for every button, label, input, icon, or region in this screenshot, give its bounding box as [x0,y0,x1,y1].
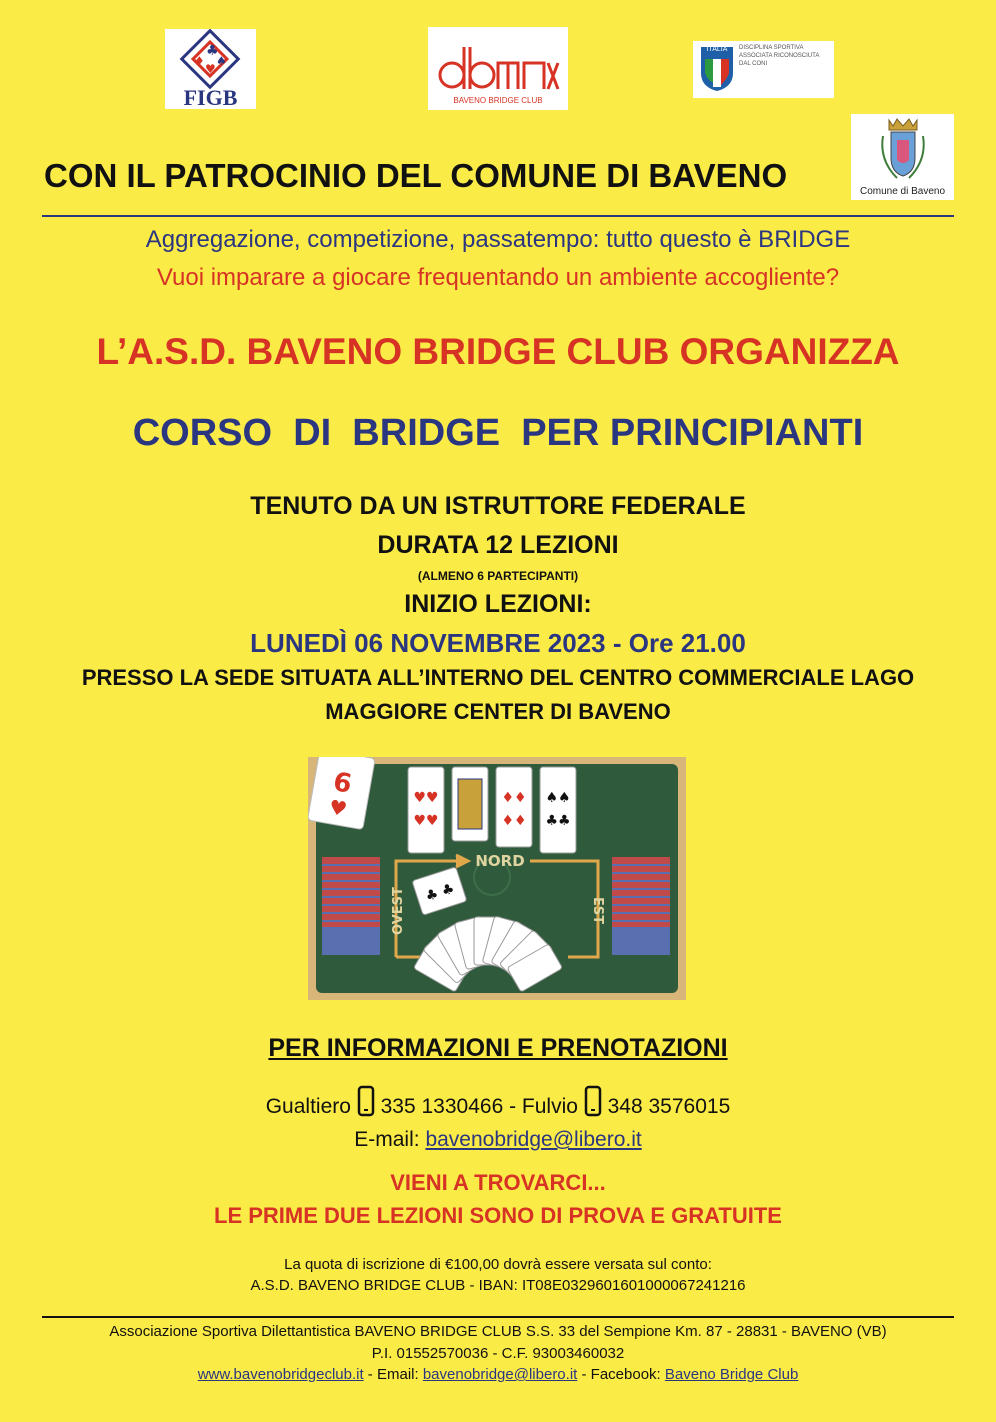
svg-text:♠: ♠ [216,54,227,68]
promo-line-1: VIENI A TROVARCI... [390,1170,606,1195]
instructor-line: TENUTO DA UN ISTRUTTORE FEDERALE [250,492,746,520]
email-line [0,1128,996,1152]
svg-text:♣: ♣ [206,43,219,59]
west-hand [322,857,380,955]
club-logo-caption: BAVENO BRIDGE CLUB [453,96,543,105]
coni-line2: ASSOCIATA RICONOSCIUTA [739,53,820,59]
phone-icon [357,1085,375,1117]
top-divider [42,215,954,217]
coni-line3: DAL CONI [739,61,768,67]
start-date: LUNEDÌ 06 NOVEMBRE 2023 - Ore 21.00 [250,628,746,658]
info-heading [0,1034,996,1063]
tagline-1: Aggregazione, competizione, passatempo: tutto questo è BRIDGE [145,226,851,253]
north-label: NORD [475,852,525,870]
footer-email-link[interactable]: bavenobridge@libero.it [422,1366,578,1383]
contact-1-phone: 335 1330466 - Fulvio [380,1095,578,1118]
organizer-heading: L’A.S.D. BAVENO BRIDGE CLUB ORGANIZZA [96,331,900,372]
card-rank: 6 [330,767,354,800]
promo-line-2: LE PRIME DUE LEZIONI SONO DI PROVA E GRATUITE [214,1203,782,1228]
website-link[interactable]: www.bavenobridgeclub.it [197,1366,364,1383]
svg-text:♠♠: ♠♠ [545,790,571,806]
svg-text:♥: ♥ [205,62,216,76]
patronage-heading: CON IL PATROCINIO DEL COMUNE DI BAVENO [44,157,788,194]
participants-note: (ALMENO 6 PARTECIPANTI) [417,569,579,583]
footer-divider [42,1316,954,1318]
svg-text:♣♣: ♣♣ [545,813,571,829]
club-logo [428,27,568,110]
start-label: INIZIO LEZIONI: [404,590,592,618]
phone-icon [584,1085,602,1117]
contact-2-phone: 348 3576015 [607,1095,731,1118]
coni-italia: ITALIA [706,46,728,53]
footer-line-1: Associazione Sportiva Dilettantistica BAVENO BRIDGE CLUB S.S. 33 del Sempione Km. 87 - 28831 - BAVENO (VB) [109,1323,887,1340]
contacts-line [0,1085,996,1119]
course-title: CORSO DI BRIDGE PER PRINCIPIANTI [132,412,864,454]
footer-fb-sep: - Facebook: [577,1366,665,1383]
fee-line-1: La quota di iscrizione di €100,00 dovrà essere versata sul conto: [284,1256,712,1273]
info-heading-text: PER INFORMAZIONI E PRENOTAZIONI [268,1034,728,1062]
contact-1-name: Gualtiero [265,1095,351,1118]
figb-text: FIGB [183,85,238,110]
comune-logo [851,114,954,200]
coni-line1: DISCIPLINA SPORTIVA [739,45,804,51]
footer-line-2: P.I. 01552570036 - C.F. 93003460032 [371,1345,625,1362]
west-label: OVEST [391,887,406,935]
svg-text:♦♦: ♦♦ [501,790,527,806]
location-line-2: MAGGIORE CENTER DI BAVENO [325,699,671,724]
duration-line: DURATA 12 LEZIONI [377,531,619,559]
tagline-2: Vuoi imparare a giocare frequentando un ambiente accogliente? [156,264,840,291]
footer-links [0,1366,996,1383]
svg-text:♣ ♣: ♣ ♣ [423,880,457,906]
east-label: EST [590,897,605,925]
baveno-crest-icon [877,116,929,182]
location-line-1: PRESSO LA SEDE SITUATA ALL’INTERNO DEL CENTRO COMMERCIALE LAGO [81,665,915,690]
svg-text:♥♥: ♥♥ [413,813,439,829]
bridge-table-illustration [308,757,686,1000]
figb-logo [165,29,256,109]
svg-text:♦: ♦ [194,54,205,68]
fee-line-2: A.S.D. BAVENO BRIDGE CLUB - IBAN: IT08E0329601601000067241216 [250,1277,746,1294]
coni-logo [693,41,834,98]
facebook-link[interactable]: Baveno Bridge Club [664,1366,799,1383]
svg-text:♥♥: ♥♥ [413,790,439,806]
east-hand [612,857,670,955]
comune-caption: Comune di Baveno [859,186,946,197]
svg-text:♦♦: ♦♦ [501,813,527,829]
svg-text:♥: ♥ [327,794,349,822]
email-label: E-mail: [354,1128,420,1151]
footer-email-sep: - Email: [363,1366,423,1383]
email-link[interactable]: bavenobridge@libero.it [425,1128,642,1151]
